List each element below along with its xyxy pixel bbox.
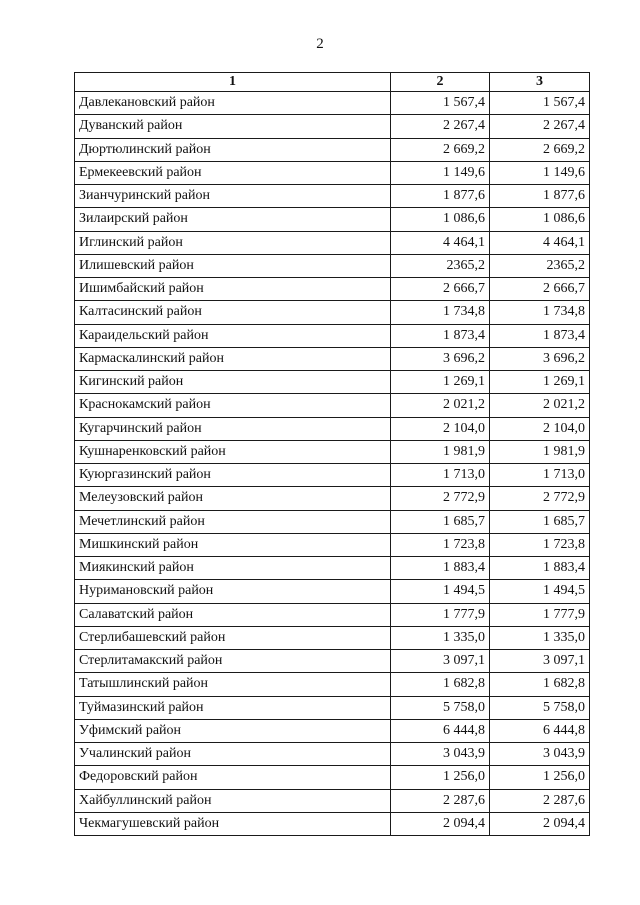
table-row: [75, 347, 590, 370]
table-row: [75, 417, 590, 440]
value-col2-cell: 6 444,8: [391, 719, 490, 742]
value-col2-cell: 1 713,0: [391, 464, 490, 487]
value-col2-cell: 2 772,9: [391, 487, 490, 510]
value-col3-cell: 2 267,4: [490, 115, 590, 138]
district-name-cell: Мелеузовский район: [75, 487, 391, 510]
table-row: [75, 487, 590, 510]
value-col2-cell: 2 267,4: [391, 115, 490, 138]
table-row: [75, 371, 590, 394]
district-name-cell: Хайбуллинский район: [75, 789, 391, 812]
value-col3-cell: 1 877,6: [490, 185, 590, 208]
value-col2-cell: 1 086,6: [391, 208, 490, 231]
value-col2-cell: 1 682,8: [391, 673, 490, 696]
district-name-cell: Мечетлинский район: [75, 510, 391, 533]
district-name-cell: Чекмагушевский район: [75, 812, 391, 835]
value-col2-cell: 2 669,2: [391, 138, 490, 161]
value-col3-cell: 1 723,8: [490, 533, 590, 556]
table-row: [75, 812, 590, 835]
value-col2-cell: 3 043,9: [391, 743, 490, 766]
district-name-cell: Краснокамский район: [75, 394, 391, 417]
district-name-cell: Калтасинский район: [75, 301, 391, 324]
value-col3-cell: 1 149,6: [490, 161, 590, 184]
value-col3-cell: 1 086,6: [490, 208, 590, 231]
value-col3-cell: 2 666,7: [490, 278, 590, 301]
value-col2-cell: 1 494,5: [391, 580, 490, 603]
table-row: [75, 650, 590, 673]
value-col2-cell: 1 734,8: [391, 301, 490, 324]
value-col3-cell: 1 777,9: [490, 603, 590, 626]
value-col3-cell: 2 021,2: [490, 394, 590, 417]
value-col2-cell: 1 883,4: [391, 557, 490, 580]
value-col3-cell: 5 758,0: [490, 696, 590, 719]
table-row: [75, 626, 590, 649]
value-col3-cell: 2 094,4: [490, 812, 590, 835]
value-col3-cell: 3 696,2: [490, 347, 590, 370]
value-col3-cell: 1 873,4: [490, 324, 590, 347]
value-col2-cell: 1 723,8: [391, 533, 490, 556]
table-row: [75, 324, 590, 347]
district-name-cell: Ермекеевский район: [75, 161, 391, 184]
value-col2-cell: 2 666,7: [391, 278, 490, 301]
value-col3-cell: 2365,2: [490, 254, 590, 277]
table-row: [75, 138, 590, 161]
district-name-cell: Стерлитамакский район: [75, 650, 391, 673]
table-row: [75, 696, 590, 719]
district-table: [74, 72, 590, 836]
value-col3-cell: 1 734,8: [490, 301, 590, 324]
table-row: [75, 603, 590, 626]
value-col3-cell: 2 772,9: [490, 487, 590, 510]
value-col2-cell: 1 981,9: [391, 440, 490, 463]
value-col3-cell: 1 883,4: [490, 557, 590, 580]
table-header-row: [75, 73, 590, 92]
table-row: [75, 789, 590, 812]
value-col2-cell: 5 758,0: [391, 696, 490, 719]
value-col2-cell: 2 094,4: [391, 812, 490, 835]
district-name-cell: Илишевский район: [75, 254, 391, 277]
value-col2-cell: 1 877,6: [391, 185, 490, 208]
district-name-cell: Куюргазинский район: [75, 464, 391, 487]
district-name-cell: Салаватский район: [75, 603, 391, 626]
value-col3-cell: 1 256,0: [490, 766, 590, 789]
value-col2-cell: 1 149,6: [391, 161, 490, 184]
district-name-cell: Уфимский район: [75, 719, 391, 742]
district-name-cell: Нуримановский район: [75, 580, 391, 603]
value-col2-cell: 1 873,4: [391, 324, 490, 347]
value-col2-cell: 4 464,1: [391, 231, 490, 254]
table-row: [75, 254, 590, 277]
district-name-cell: Федоровский район: [75, 766, 391, 789]
district-name-cell: Кармаскалинский район: [75, 347, 391, 370]
value-col3-cell: 2 669,2: [490, 138, 590, 161]
table-row: [75, 161, 590, 184]
district-name-cell: Учалинский район: [75, 743, 391, 766]
table-row: [75, 719, 590, 742]
table-row: [75, 185, 590, 208]
table-row: [75, 301, 590, 324]
column-header-2: 2: [391, 73, 490, 92]
value-col2-cell: 1 269,1: [391, 371, 490, 394]
table-row: [75, 278, 590, 301]
table-body: [75, 92, 590, 836]
value-col2-cell: 2365,2: [391, 254, 490, 277]
value-col2-cell: 1 256,0: [391, 766, 490, 789]
table-row: [75, 115, 590, 138]
district-name-cell: Миякинский район: [75, 557, 391, 580]
district-name-cell: Зианчуринский район: [75, 185, 391, 208]
table-row: [75, 557, 590, 580]
table-row: [75, 440, 590, 463]
value-col2-cell: 1 777,9: [391, 603, 490, 626]
district-name-cell: Дюртюлинский район: [75, 138, 391, 161]
value-col3-cell: 4 464,1: [490, 231, 590, 254]
district-name-cell: Караидельский район: [75, 324, 391, 347]
district-name-cell: Давлекановский район: [75, 92, 391, 115]
value-col3-cell: 1 682,8: [490, 673, 590, 696]
district-name-cell: Кугарчинский район: [75, 417, 391, 440]
value-col3-cell: 1 494,5: [490, 580, 590, 603]
value-col3-cell: 3 097,1: [490, 650, 590, 673]
value-col3-cell: 1 567,4: [490, 92, 590, 115]
value-col2-cell: 3 097,1: [391, 650, 490, 673]
column-header-1: 1: [75, 73, 391, 92]
value-col3-cell: 2 287,6: [490, 789, 590, 812]
value-col2-cell: 1 335,0: [391, 626, 490, 649]
value-col2-cell: 2 104,0: [391, 417, 490, 440]
table-row: [75, 92, 590, 115]
value-col3-cell: 3 043,9: [490, 743, 590, 766]
value-col3-cell: 1 981,9: [490, 440, 590, 463]
district-name-cell: Туймазинский район: [75, 696, 391, 719]
value-col2-cell: 1 685,7: [391, 510, 490, 533]
table-row: [75, 766, 590, 789]
value-col3-cell: 6 444,8: [490, 719, 590, 742]
district-name-cell: Зилаирский район: [75, 208, 391, 231]
table-row: [75, 580, 590, 603]
value-col3-cell: 1 713,0: [490, 464, 590, 487]
value-col3-cell: 1 269,1: [490, 371, 590, 394]
page-number: 2: [316, 36, 324, 52]
table-row: [75, 673, 590, 696]
table-row: [75, 231, 590, 254]
district-name-cell: Стерлибашевский район: [75, 626, 391, 649]
district-name-cell: Мишкинский район: [75, 533, 391, 556]
district-name-cell: Дуванский район: [75, 115, 391, 138]
district-name-cell: Татышлинский район: [75, 673, 391, 696]
value-col3-cell: 1 335,0: [490, 626, 590, 649]
table-row: [75, 743, 590, 766]
column-header-3: 3: [490, 73, 590, 92]
table-row: [75, 464, 590, 487]
value-col2-cell: 1 567,4: [391, 92, 490, 115]
district-name-cell: Иглинский район: [75, 231, 391, 254]
table-row: [75, 533, 590, 556]
table-row: [75, 510, 590, 533]
value-col2-cell: 2 287,6: [391, 789, 490, 812]
value-col2-cell: 2 021,2: [391, 394, 490, 417]
table-row: [75, 208, 590, 231]
value-col2-cell: 3 696,2: [391, 347, 490, 370]
district-name-cell: Ишимбайский район: [75, 278, 391, 301]
district-name-cell: Кигинский район: [75, 371, 391, 394]
table-row: [75, 394, 590, 417]
value-col3-cell: 1 685,7: [490, 510, 590, 533]
district-name-cell: Кушнаренковский район: [75, 440, 391, 463]
value-col3-cell: 2 104,0: [490, 417, 590, 440]
